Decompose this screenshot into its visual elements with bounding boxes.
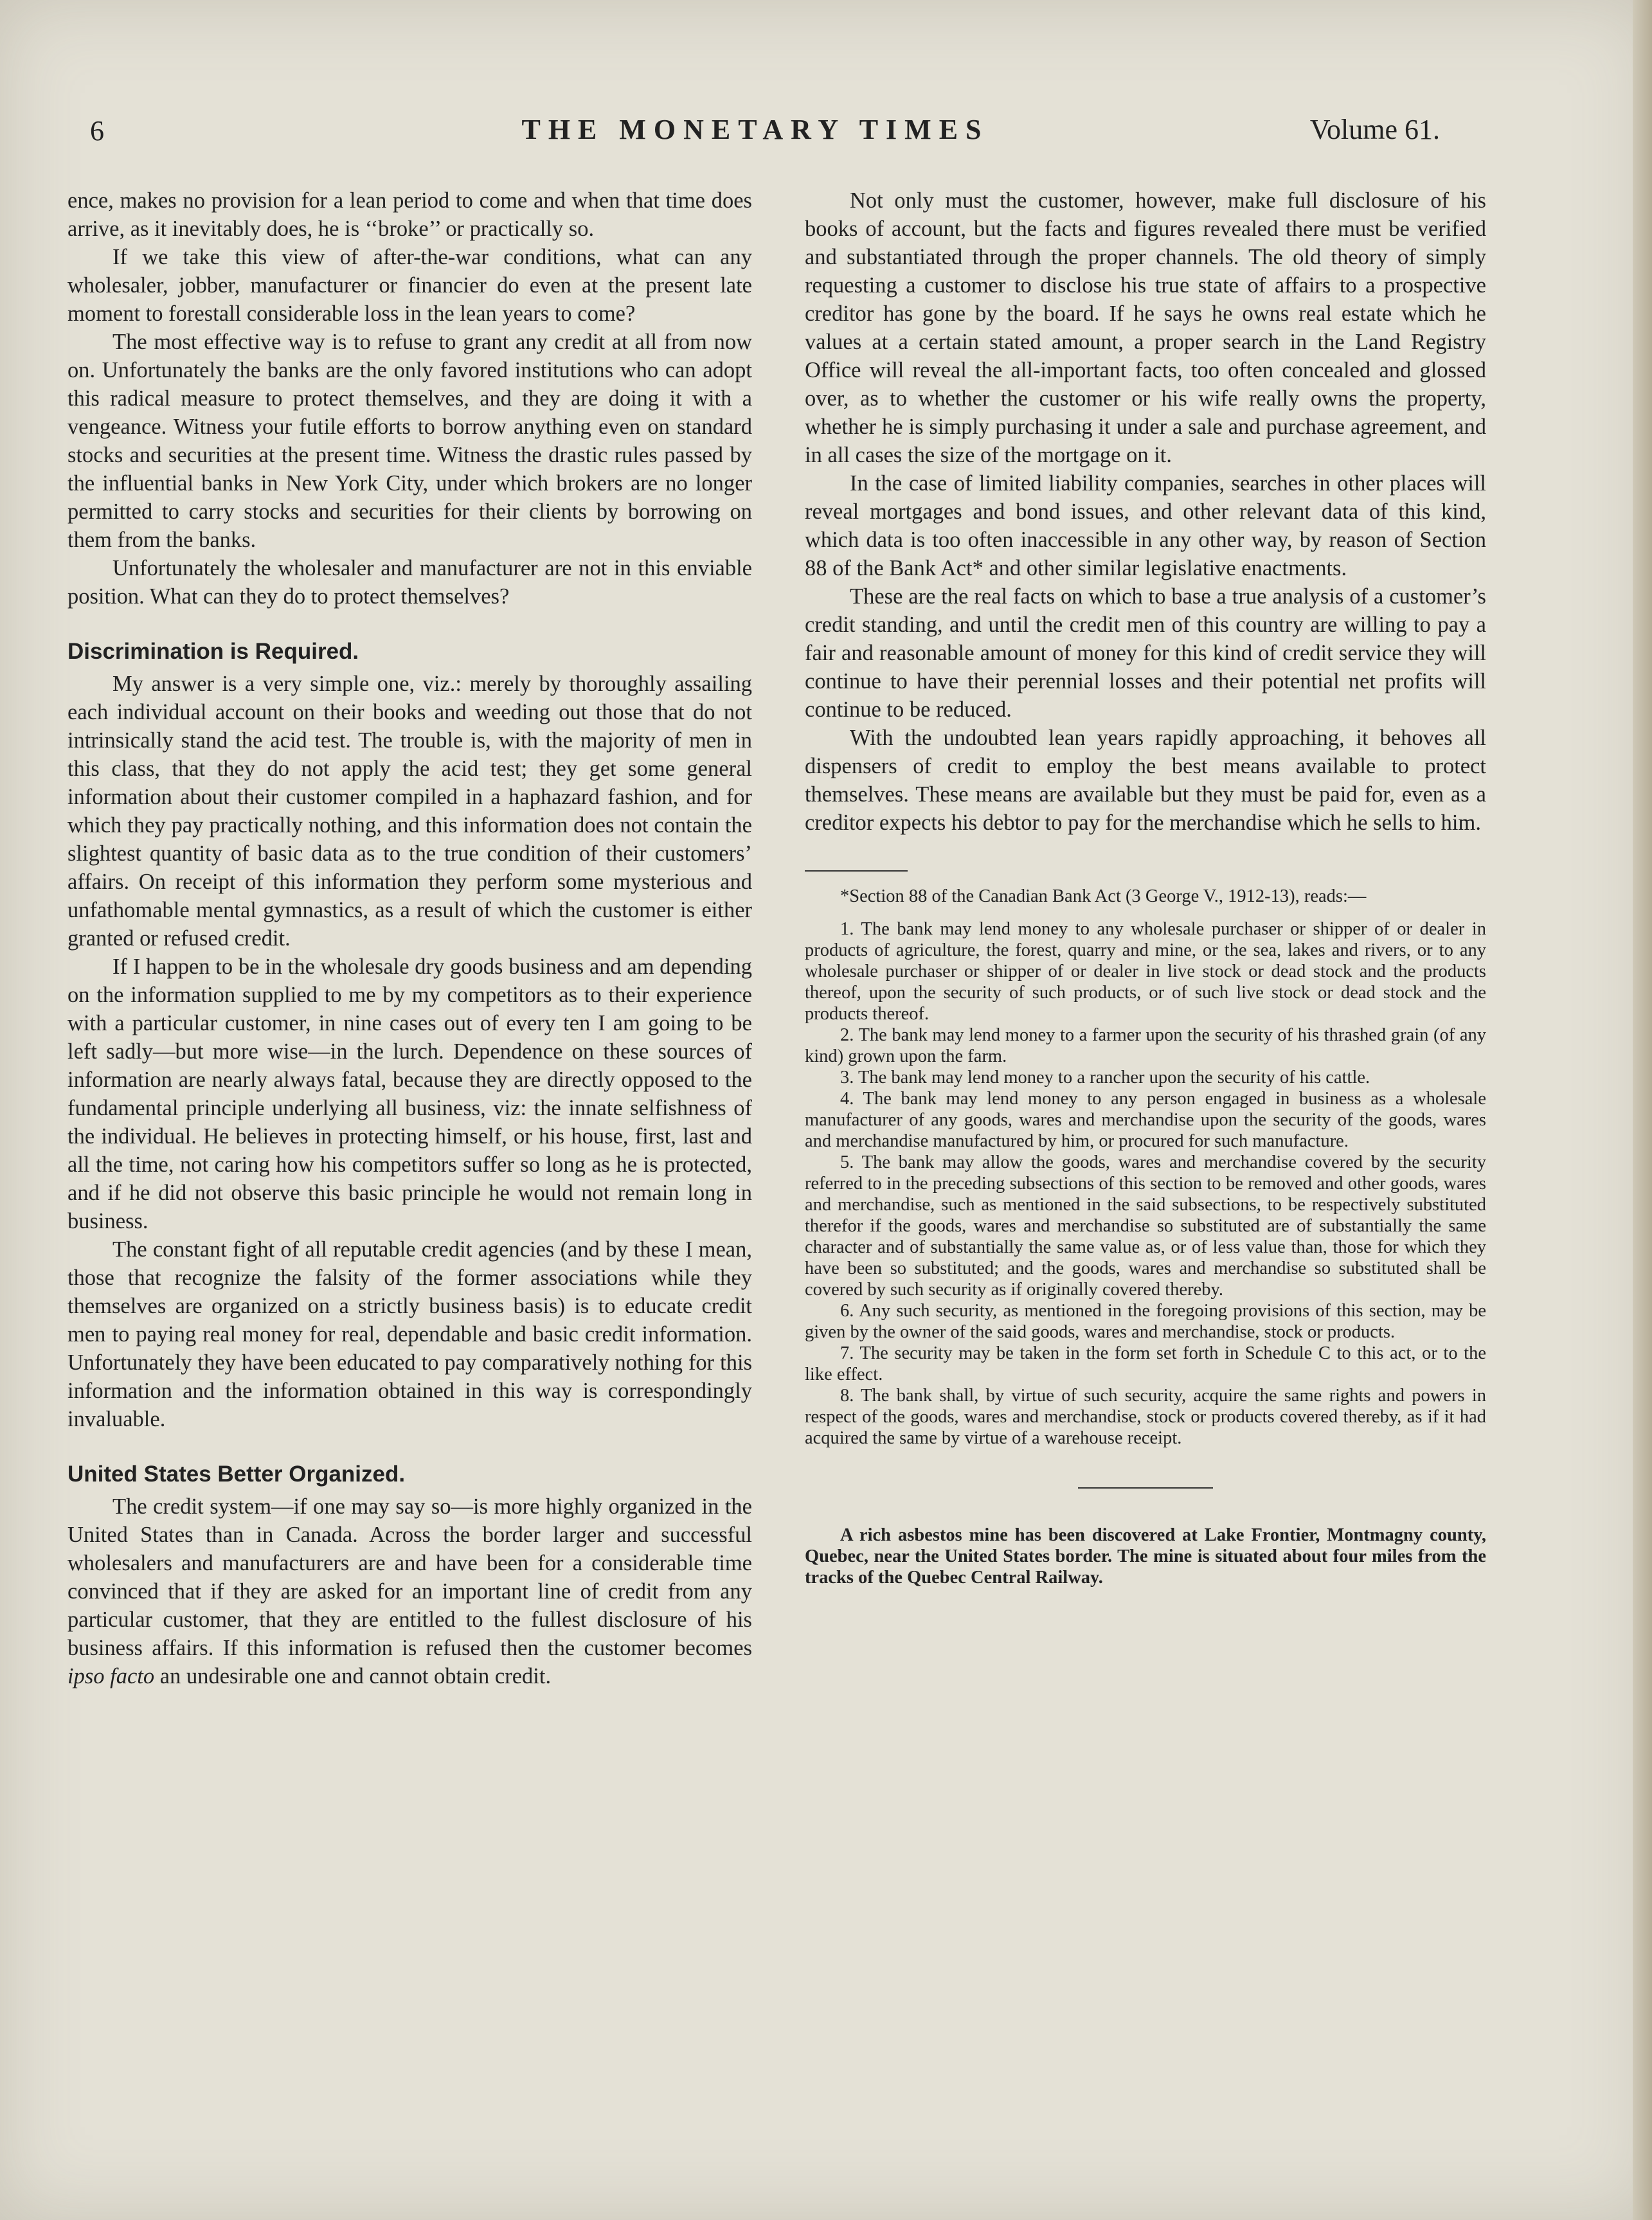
footnote-item: 1. The bank may lend money to any wholesale purchaser or shipper of or dealer in products of agriculture, the forest, quarry and mine, or the sea, lakes and rivers, or to any wholesale purchaser or shipper of or dealer in live stock or dead stock and the products thereof, upon the security of such products, or of such live stock or dead stock and the products thereof.	[805, 919, 1486, 1024]
footnote-item: 8. The bank shall, by virtue of such security, acquire the same rights and powers in respect of the goods, wares and merchandise, stock or products covered thereby, as if it had acquired the same by virtue of a warehouse receipt.	[805, 1386, 1486, 1448]
volume-label: Volume 61.	[1309, 114, 1440, 145]
paragraph: The most effective way is to refuse to grant any credit at all from now on. Unfortunately the banks are the only favored institutions who can adopt this radical measure to protect themselves, and they are doing it with a vengeance. Witness your futile efforts to borrow anything even on standard stocks and securities at the present time. Witness the drastic rules passed by the influential banks in New York City, under which brokers are no longer permitted to carry stocks and securities for their clients by borrowing on them from the banks.	[67, 330, 752, 552]
paragraph: In the case of limited liability companies, searches in other places will reveal mortgages and bond issues, and other relevant data of this kind, which data is too often inaccessible in any other way, by reason of Section 88 of the Bank Act* and other similar legislative enactments.	[805, 471, 1486, 580]
right-column	[805, 186, 1486, 1588]
paragraph-text-end: an undesirable one and cannot obtain credit.	[154, 1664, 552, 1688]
running-header	[71, 108, 1440, 159]
publication-title: THE MONETARY TIMES	[521, 114, 989, 145]
paragraph: With the undoubted lean years rapidly approaching, it behoves all dispensers of credit to employ the best means available to protect themselves. These means are available but they must be paid for, even as a creditor expects his debtor to pay for the merchandise which he sells to him.	[805, 726, 1486, 835]
section-heading: Discrimination is Required.	[67, 639, 359, 664]
footnote-item: 5. The bank may allow the goods, wares and merchandise covered by the security referred to in the preceding subsections of this section to be removed and other goods, wares and merchandise, such as mentioned in the said subsections, to be respectively substituted therefor if the goods, wares and merchandise so substituted are of substantially the same character and of substantially the same value as, or of less value than, those for which they have been so substituted; and the goods, wares and merchandise so substituted shall be covered by such security as if originally covered thereby.	[805, 1152, 1486, 1300]
left-column	[67, 186, 752, 1690]
paragraph-text: The credit system—if one may say so—is more highly organized in the United States than in Canada. Across the border larger and successful wholesalers and manufacturers are and have been for a considerable time convinced that if they are asked for an important line of credit from any particular customer, that they are entitled to the fullest disclosure of his business affairs. If this information is refused then the customer becomes	[67, 1494, 752, 1660]
paragraph: Unfortunately the wholesaler and manufacturer are not in this enviable position. What can they do to protect themselves?	[67, 556, 752, 609]
section-divider	[1078, 1487, 1213, 1489]
page-edge	[1633, 0, 1652, 2220]
footnote-item: 7. The security may be taken in the form set forth in Schedule C to this act, or to the like effect.	[805, 1343, 1486, 1384]
section-heading: United States Better Organized.	[67, 1462, 406, 1487]
footnote-rule	[805, 870, 908, 872]
page-number: 6	[90, 115, 104, 147]
paragraph: ence, makes no provision for a lean period to come and when that time does arrive, as it inevitably does, he is ‘‘broke’’ or practically so.	[67, 188, 752, 241]
paragraph: Not only must the customer, however, make full disclosure of his books of account, but the facts and figures revealed there must be verified and substantiated through the proper channels. The old theory of simply requesting a customer to disclose his true state of affairs to a prospective creditor has gone by the board. If he says he owns real estate which he values at a certain stated amount, a proper search in the Land Registry Office will reveal the all-important facts, too often concealed and glossed over, as to whether the customer or his wife really owns the property, whether he is simply purchasing it under a sale and purchase agreement, and in all cases the size of the mortgage on it.	[805, 188, 1486, 467]
paragraph: These are the real facts on which to base a true analysis of a customer’s credit standing, and until the credit men of this country are willing to pay a fair and reasonable amount of money for this kind of credit service they will continue to have their perennial losses and their potential net profits will continue to be reduced.	[805, 584, 1486, 722]
footnote-item: 6. Any such security, as mentioned in the foregoing provisions of this section, may be given by the owner of the said goods, wares and merchandise, stock or products.	[805, 1301, 1486, 1342]
italic-phrase: ipso facto	[67, 1664, 155, 1688]
paragraph	[67, 1492, 752, 1690]
footnote-item: 3. The bank may lend money to a rancher upon the security of his cattle.	[840, 1068, 1370, 1088]
footnote-item: 4. The bank may lend money to any person engaged in business as a wholesale manufacturer of any goods, wares and merchandise upon the security of the goods, wares and merchandise manufactured by him, or procured for such manufacture.	[805, 1089, 1486, 1151]
paragraph: My answer is a very simple one, viz.: merely by thoroughly assailing each individual account on their books and weeding out those that do not intrinsically stand the acid test. The trouble is, with the majority of men in this class, that they do not apply the acid test; they get some general information about their customer compiled in a haphazard fashion, and for which they pay practically nothing, and this information does not contain the slightest quantity of basic data as to the true condition of their customers’ affairs. On receipt of this information they perform some mysterious and unfathomable mental gymnastics, as a result of which the customer is either granted or refused credit.	[67, 672, 752, 951]
paragraph: If I happen to be in the wholesale dry goods business and am depending on the information supplied to me by my competitors as to their experience with a particular customer, in nine cases out of every ten I am going to be left sadly—but more wise—in the lurch. Dependence on these sources of information are nearly always fatal, because they are directly opposed to the fundamental principle underlying all business, viz: the innate selfishness of the individual. He believes in protecting himself, or his house, first, last and all the time, not caring how his competitors suffer so long as he is protected, and if he did not observe this basic principle he would not remain long in business.	[67, 954, 752, 1233]
footnote-intro: *Section 88 of the Canadian Bank Act (3 George V., 1912-13), reads:—	[840, 886, 1367, 906]
footnote-item: 2. The bank may lend money to a farmer upon the security of his thrashed grain (of any kind) grown upon the farm.	[805, 1025, 1486, 1066]
news-note: A rich asbestos mine has been discovered at Lake Frontier, Montmagny county, Quebec, near the United States border. The mine is situated about four miles from the tracks of the Quebec Central Railway.	[805, 1525, 1486, 1588]
paragraph: If we take this view of after-the-war conditions, what can any wholesaler, jobber, manufacturer or financier do even at the present late moment to forestall considerable loss in the lean years to come?	[67, 245, 752, 326]
paragraph: The constant fight of all reputable credit agencies (and by these I mean, those that recognize the falsity of the former associations while they themselves are organized on a strictly business basis) is to educate credit men to paying real money for real, dependable and basic credit information. Unfortunately they have been educated to pay comparatively nothing for this information and the information obtained in this way is correspondingly invaluable.	[67, 1237, 752, 1431]
